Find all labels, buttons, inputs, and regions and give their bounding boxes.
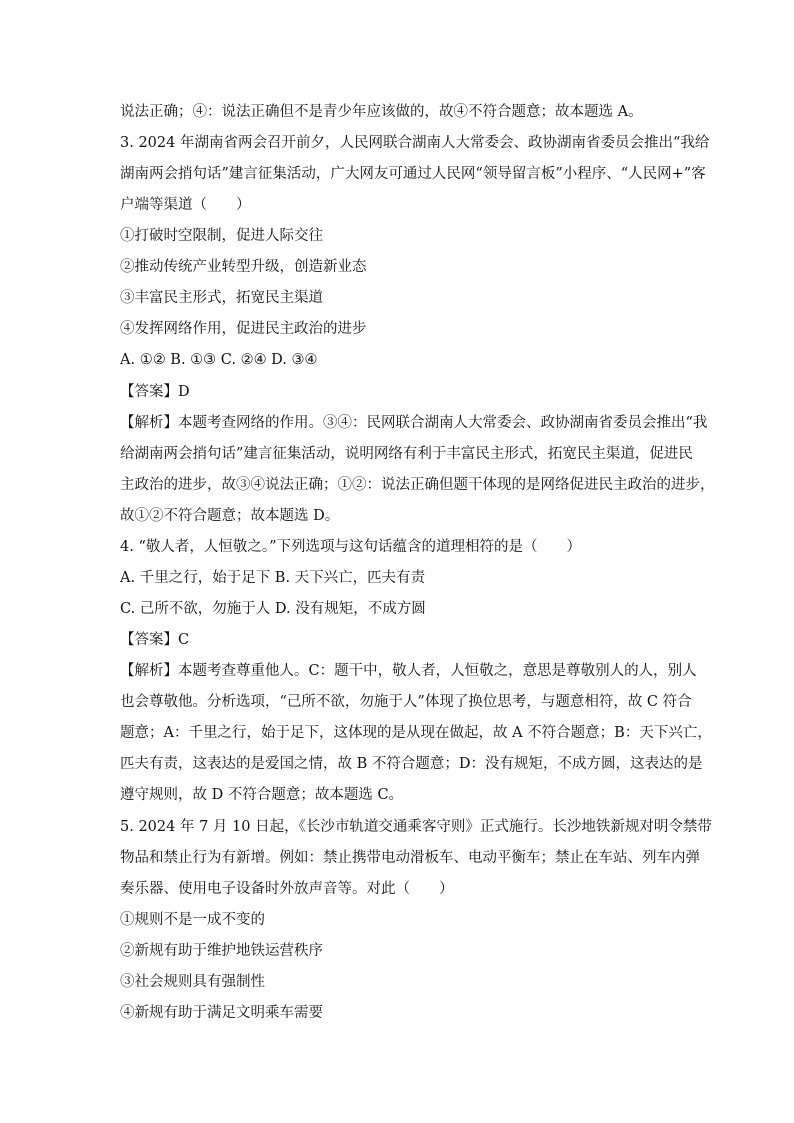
analysis-text: 遵守规则，故 D 不符合题意；故本题选 C。 xyxy=(120,787,404,803)
answer-label: 【答案】D xyxy=(120,384,190,400)
option-1: ①规则不是一成不变的 xyxy=(120,912,265,928)
text-line: 说法正确；④：说法正确但不是青少年应该做的，故④不符合题意；故本题选 A。 xyxy=(120,104,643,120)
option-3: ③社会规则具有强制性 xyxy=(120,974,265,990)
analysis-text: 【解析】本题考查网络的作用。③④：民网联合湖南人大常委会、政协湖南省委员会推出“我 xyxy=(120,415,708,431)
question-3-stem: 湖南两会捎句话”建言征集活动，广大网友可通过人民网“领导留言板”小程序、“人民网+”客 xyxy=(120,166,706,182)
question-5-stem: 物品和禁止行为有新增。例如：禁止携带电动滑板车、电动平衡车；禁止在车站、列车内弹 xyxy=(120,850,700,866)
option-2: ②推动传统产业转型升级，创造新业态 xyxy=(120,259,367,275)
analysis-text: 给湖南两会捎句话”建言征集活动，说明网络有利于丰富民主形式，拓宽民主渠道，促进民 xyxy=(120,446,693,462)
option-3: ③丰富民主形式，拓宽民主渠道 xyxy=(120,290,323,306)
answer-label: 【答案】C xyxy=(120,632,190,648)
analysis-text: 匹夫有责，这表达的是爱国之情，故 B 不符合题意；D：没有规矩，不成方圆，这表达的是 xyxy=(120,756,703,772)
option-4: ④发挥网络作用，促进民主政治的进步 xyxy=(120,321,367,337)
question-5-stem: 5. 2024 年 7 月 10 日起，《长沙市轨道交通乘客守则》正式施行。长沙地铁新规对明令禁带 xyxy=(120,819,712,835)
analysis-text: 【解析】本题考查尊重他人。C：题干中，敬人者，人恒敬之，意思是尊敬别人的人，别人 xyxy=(120,663,697,679)
answer-choices: A. ①② B. ①③ C. ②④ D. ③④ xyxy=(120,352,318,368)
option-2: ②新规有助于维护地铁运营秩序 xyxy=(120,943,323,959)
analysis-text: 主政治的进步，故③④说法正确；①②：说法正确但题干体现的是网络促进民主政治的进步， xyxy=(120,477,715,493)
analysis-text: 也会尊敬他。分析选项，“己所不欲，勿施于人”体现了换位思考，与题意相符，故 C 符合 xyxy=(120,694,692,710)
question-4-stem: 4. “敬人者，人恒敬之。”下列选项与这句话蕴含的道理相符的是（ ） xyxy=(120,539,582,555)
answer-choices: C. 己所不欲，勿施于人 D. 没有规矩，不成方圆 xyxy=(120,601,426,617)
answer-choices: A. 千里之行，始于足下 B. 天下兴亡，匹夫有责 xyxy=(120,570,426,586)
question-5-stem: 奏乐器、使用电子设备时外放声音等。对此（ ） xyxy=(120,881,454,897)
analysis-text: 题意；A：千里之行，始于足下，这体现的是从现在做起，故 A 不符合题意；B：天下兴亡， xyxy=(120,725,712,741)
analysis-text: 故①②不符合题意；故本题选 D。 xyxy=(120,508,340,524)
question-3-stem: 户端等渠道（ ） xyxy=(120,197,251,213)
option-4: ④新规有助于满足文明乘车需要 xyxy=(120,1005,323,1021)
option-1: ①打破时空限制，促进人际交往 xyxy=(120,228,323,244)
question-3-stem: 3. 2024 年湖南省两会召开前夕，人民网联合湖南人大常委会、政协湖南省委员会推出“我给 xyxy=(120,135,710,151)
